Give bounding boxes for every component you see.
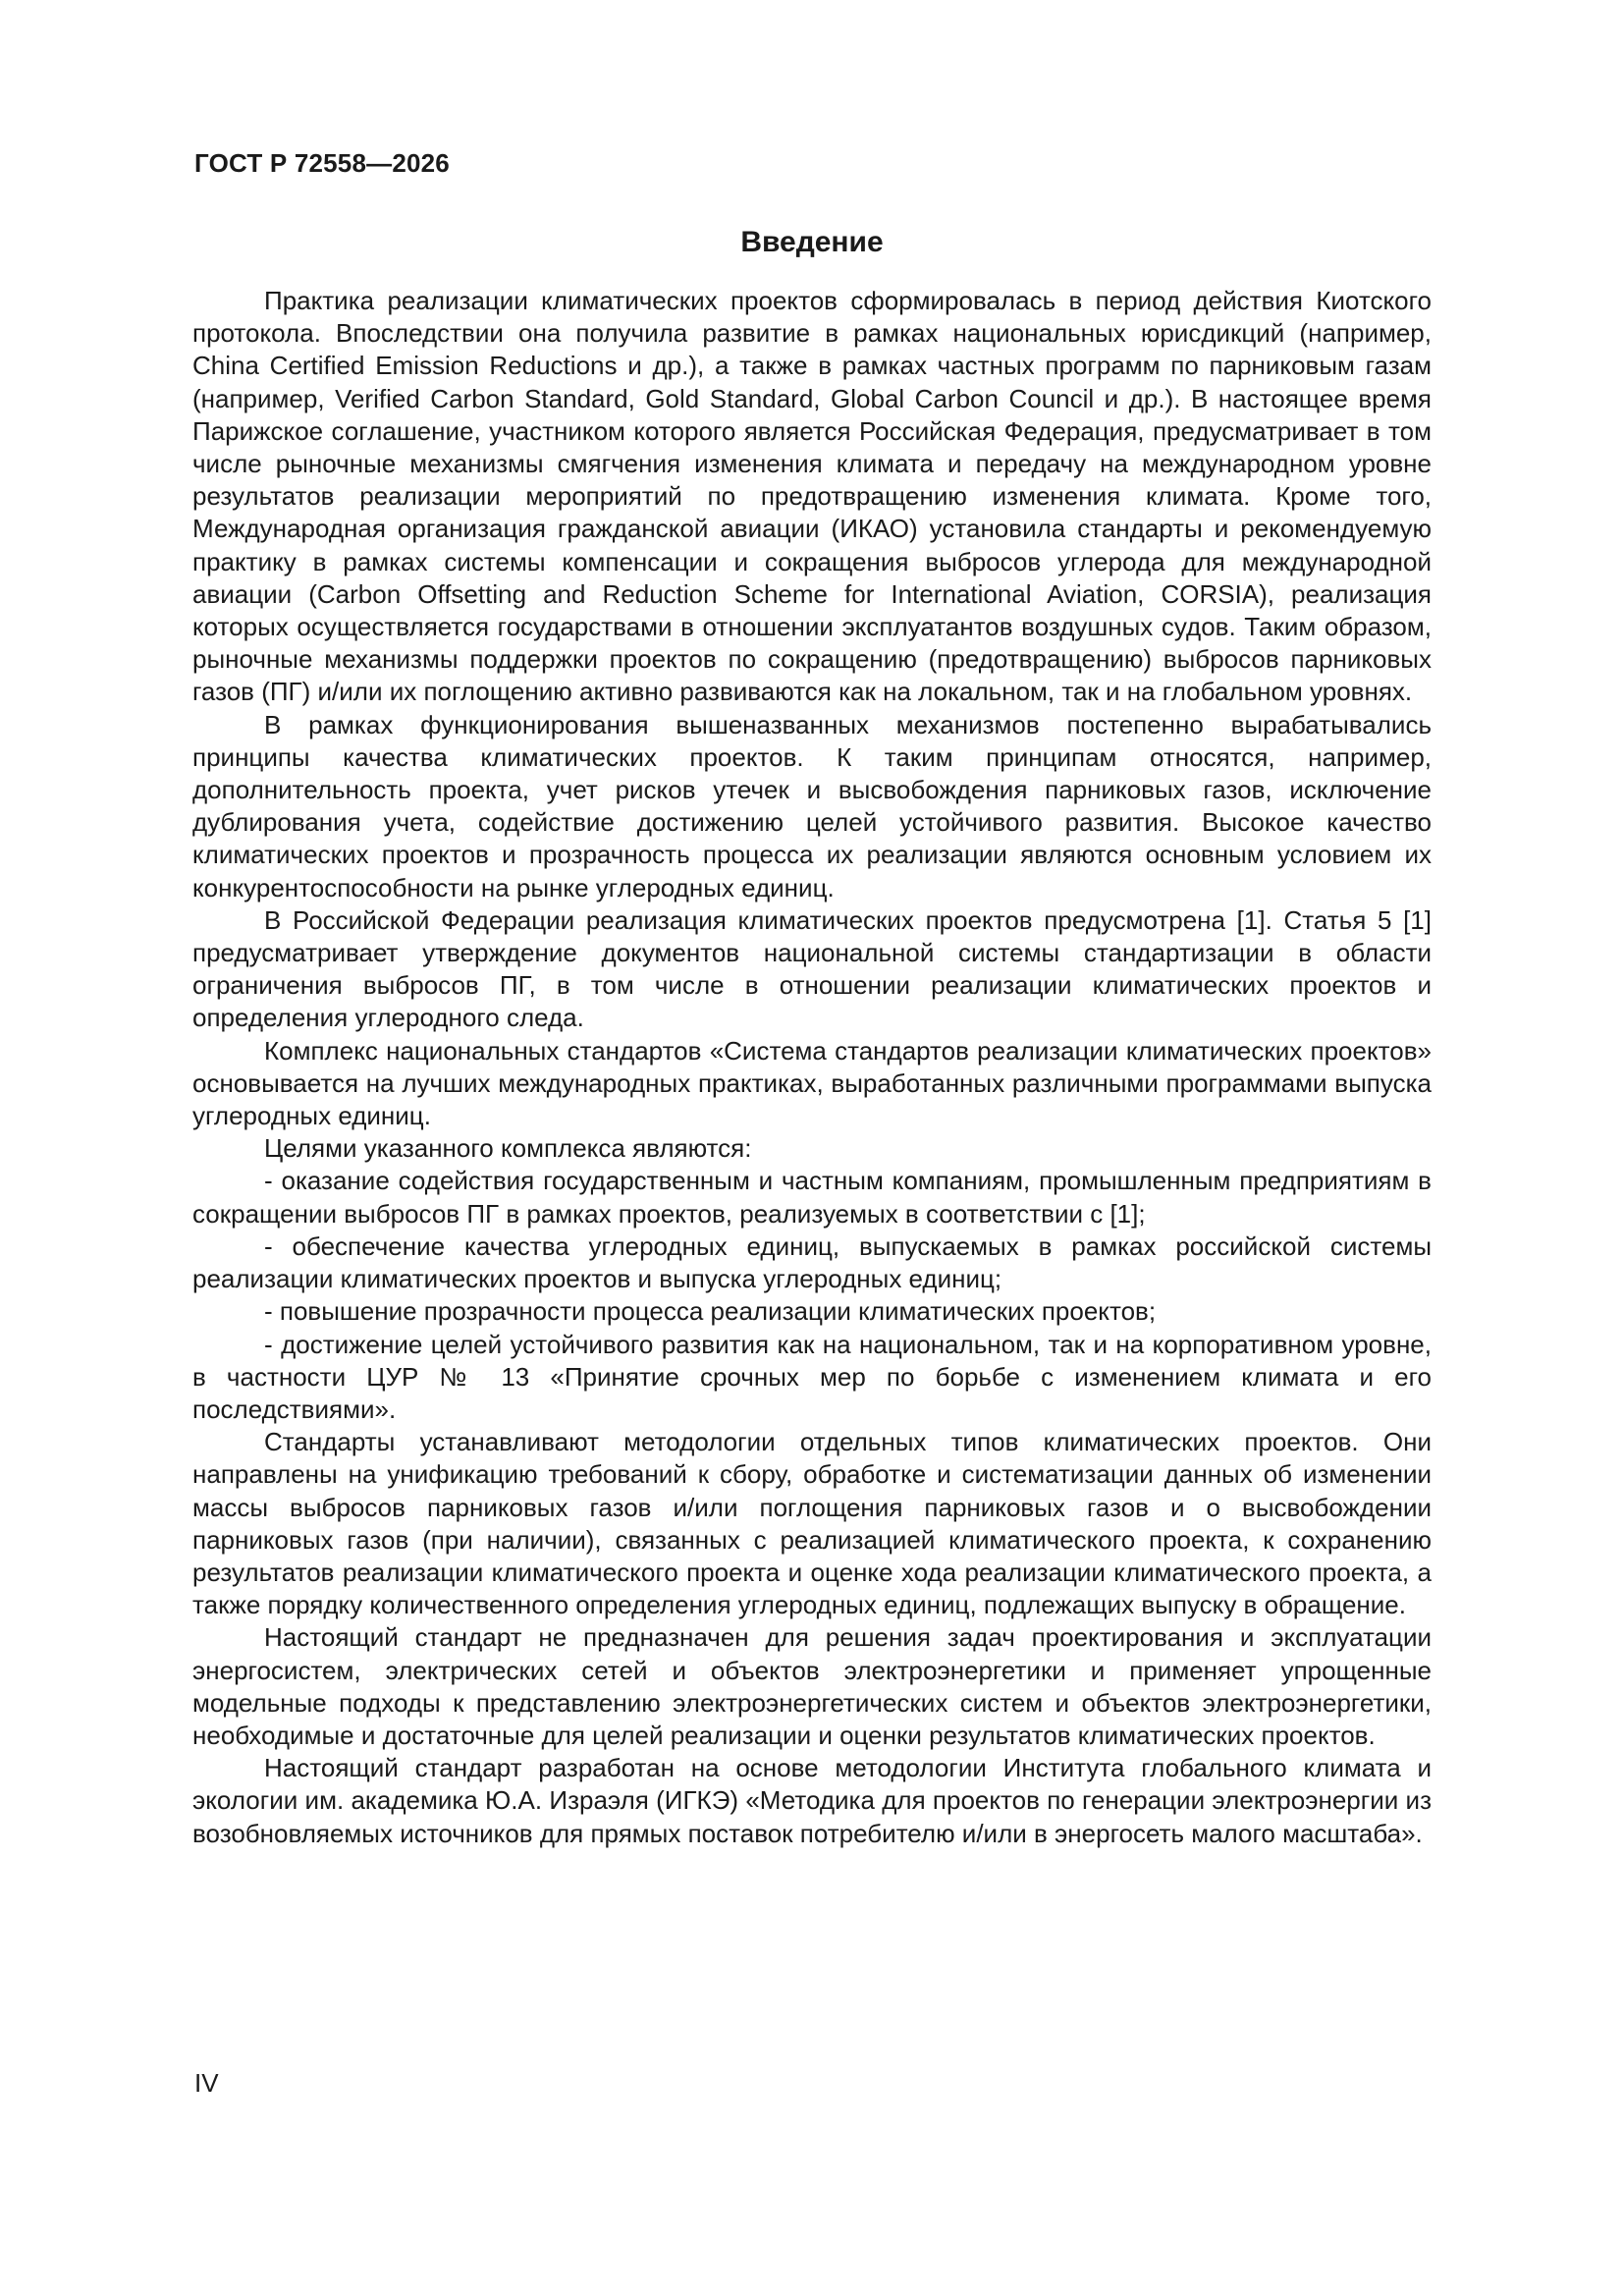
paragraph: В рамках функционирования вышеназванных механизмов постепенно вырабатывались принципы качества климатических проектов. К таким принципам относятся, например, дополнительность проекта, учет рисков утечек и высвобождения парниковых газов, исключение дублирования учета, содействие достижению целей устойчивого развития. Высокое качество климатических проектов и прозрачность процесса их реализации являются основным условием их конкурентоспособности на рынке углеродных единиц. [192, 709, 1432, 902]
paragraph: Настоящий стандарт разработан на основе методологии Института глобального климата и экологии им. академика Ю.А. Израэля (ИГКЭ) «Методика для проектов по генерации электроэнергии из возобновляемых источников для прямых поставок потребителю и/или в энергосеть малого масштаба». [192, 1753, 1432, 1848]
standard-designation: ГОСТ Р 72558—2026 [194, 148, 450, 178]
list-item: - оказание содействия государственным и частным компаниям, промышленным предприятиям в сокращении выбросов ПГ в рамках проектов, реализуемых в соответствии с [1]; [192, 1166, 1432, 1229]
page-number: IV [194, 2068, 219, 2098]
list-item: - повышение прозрачности процесса реализации климатических проектов; [264, 1296, 1157, 1327]
paragraph: В Российской Федерации реализация климатических проектов предусмотрена [1]. Статья 5 [1] предусматривает утверждение документов национальной системы стандартизации в области ограничения выбросов ПГ, в том числе в отношении реализации климатических проектов и определения углеродного следа. [192, 904, 1432, 1033]
paragraph: Целями указанного комплекса являются: [264, 1133, 752, 1164]
paragraph: Настоящий стандарт не предназначен для решения задач проектирования и эксплуатации энергосистем, электрических сетей и объектов электроэнергетики и применяет упрощенные модельные подходы к представлению электроэнергетических систем и объектов электроэнергетики, необходимые и достаточные для целей реализации и оценки результатов климатических проектов. [192, 1622, 1432, 1750]
paragraph: Стандарты устанавливают методологии отдельных типов климатических проектов. Они направлены на унификацию требований к сбору, обработке и систематизации данных об изменении массы выбросов парниковых газов и/или поглощения парниковых газов и о высвобождении парниковых газов (при наличии), связанных с реализацией климатического проекта, к сохранению результатов реализации климатического проекта и оценке хода реализации климатического проекта, а также порядку количественного определения углеродных единиц, подлежащих выпуску в обращение. [192, 1427, 1432, 1620]
paragraph: Комплекс национальных стандартов «Система стандартов реализации климатических проектов» основывается на лучших международных практиках, выработанных различными программами выпуска углеродных единиц. [192, 1035, 1432, 1131]
introduction-body [192, 285, 1432, 1850]
section-title: Введение [740, 226, 884, 258]
list-item: - обеспечение качества углеродных единиц, выпускаемых в рамках российской системы реализации климатических проектов и выпуска углеродных единиц; [192, 1230, 1432, 1294]
paragraph: Практика реализации климатических проектов сформировалась в период действия Киотского протокола. Впоследствии она получила развитие в рамках национальных юрисдикций (например, China Certified Emission Reductions и др.), а также в рамках частных программ по парниковым газам (например, Verified Carbon Standard, Gold Standard, Global Carbon Council и др.). В настоящее время Парижское соглашение, участником которого является Российская Федерация, предусматривает в том числе рыночные механизмы смягчения изменения климата и передачу на международном уровне результатов реализации мероприятий по предотвращению изменения климата. Кроме того, Международная организация гражданской авиации (ИКАО) установила стандарты и рекомендуемую практику в рамках системы компенсации и сокращения выбросов углерода для международной авиации (Carbon Offsetting and Reduction Scheme for International Aviation, CORSIA), реализация которых осуществляется государствами в отношении эксплуатантов воздушных судов. Таким образом, рыночные механизмы поддержки проектов по сокращению (предотвращению) выбросов парниковых газов (ПГ) и/или их поглощению активно развиваются как на локальном, так и на глобальном уровнях. [192, 286, 1432, 707]
list-item: - достижение целей устойчивого развития как на национальном, так и на корпоративном уровне, в частности ЦУР № 13 «Принятие срочных мер по борьбе с изменением климата и его последствиями». [192, 1329, 1432, 1424]
